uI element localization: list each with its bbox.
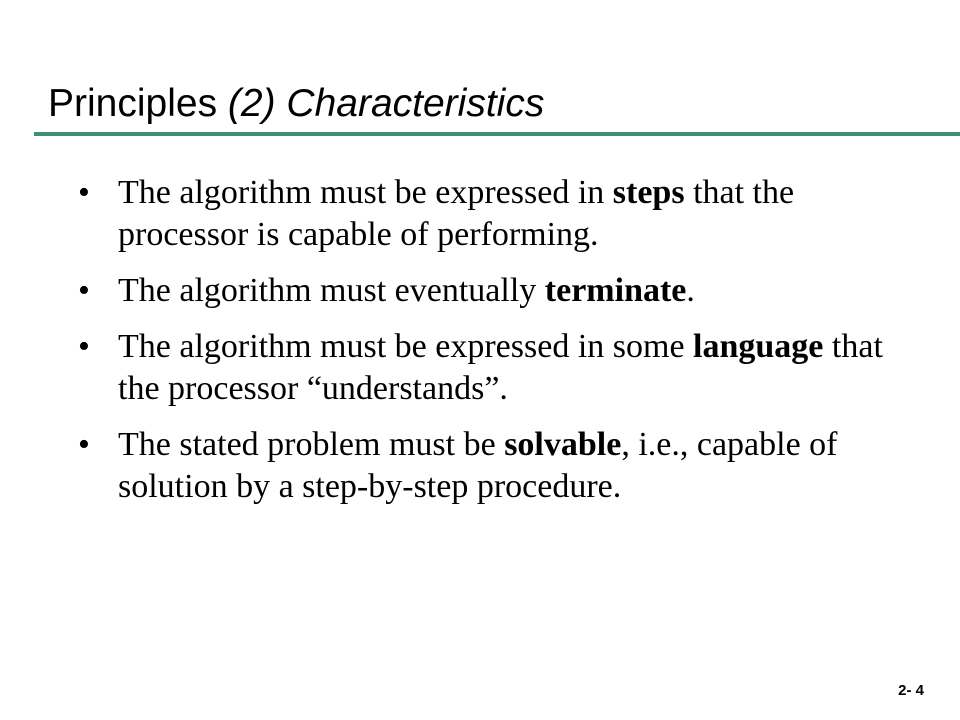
bullet-text-pre: The algorithm must be expressed in [118,174,613,211]
bullet-list [78,172,908,522]
slide-title [48,80,544,128]
title-divider [34,132,960,136]
page-number: 2- 4 [898,682,924,699]
bullet-text-post: , i.e., capable of solution by a step-by-step procedure. [118,426,838,505]
bullet-text-post: that the processor “understands”. [118,328,883,407]
bullet-text-pre: The algorithm must be expressed in some [118,328,694,365]
bullet-text-pre: The stated problem must be [118,426,505,463]
bullet-item-solvable [78,424,908,508]
bullet-icon: • [78,272,90,309]
slide-title-sub: (2) Characteristics [217,82,545,125]
bullet-icon: • [78,328,90,365]
bullet-item-language [78,326,908,410]
bullet-icon: • [78,426,90,463]
bullet-text-bold: terminate [544,272,687,309]
bullet-text-post: that the processor is capable of performing. [118,174,795,253]
bullet-item-terminate [78,270,908,312]
bullet-text-bold: solvable [504,426,622,463]
bullet-text-bold: language [693,328,824,365]
bullet-text-post: . [686,272,695,309]
bullet-text-bold: steps [612,174,685,211]
slide-title-main: Principles [48,82,218,125]
bullet-text-pre: The algorithm must eventually [118,272,545,309]
bullet-icon: • [78,174,90,211]
bullet-item-steps [78,172,908,256]
